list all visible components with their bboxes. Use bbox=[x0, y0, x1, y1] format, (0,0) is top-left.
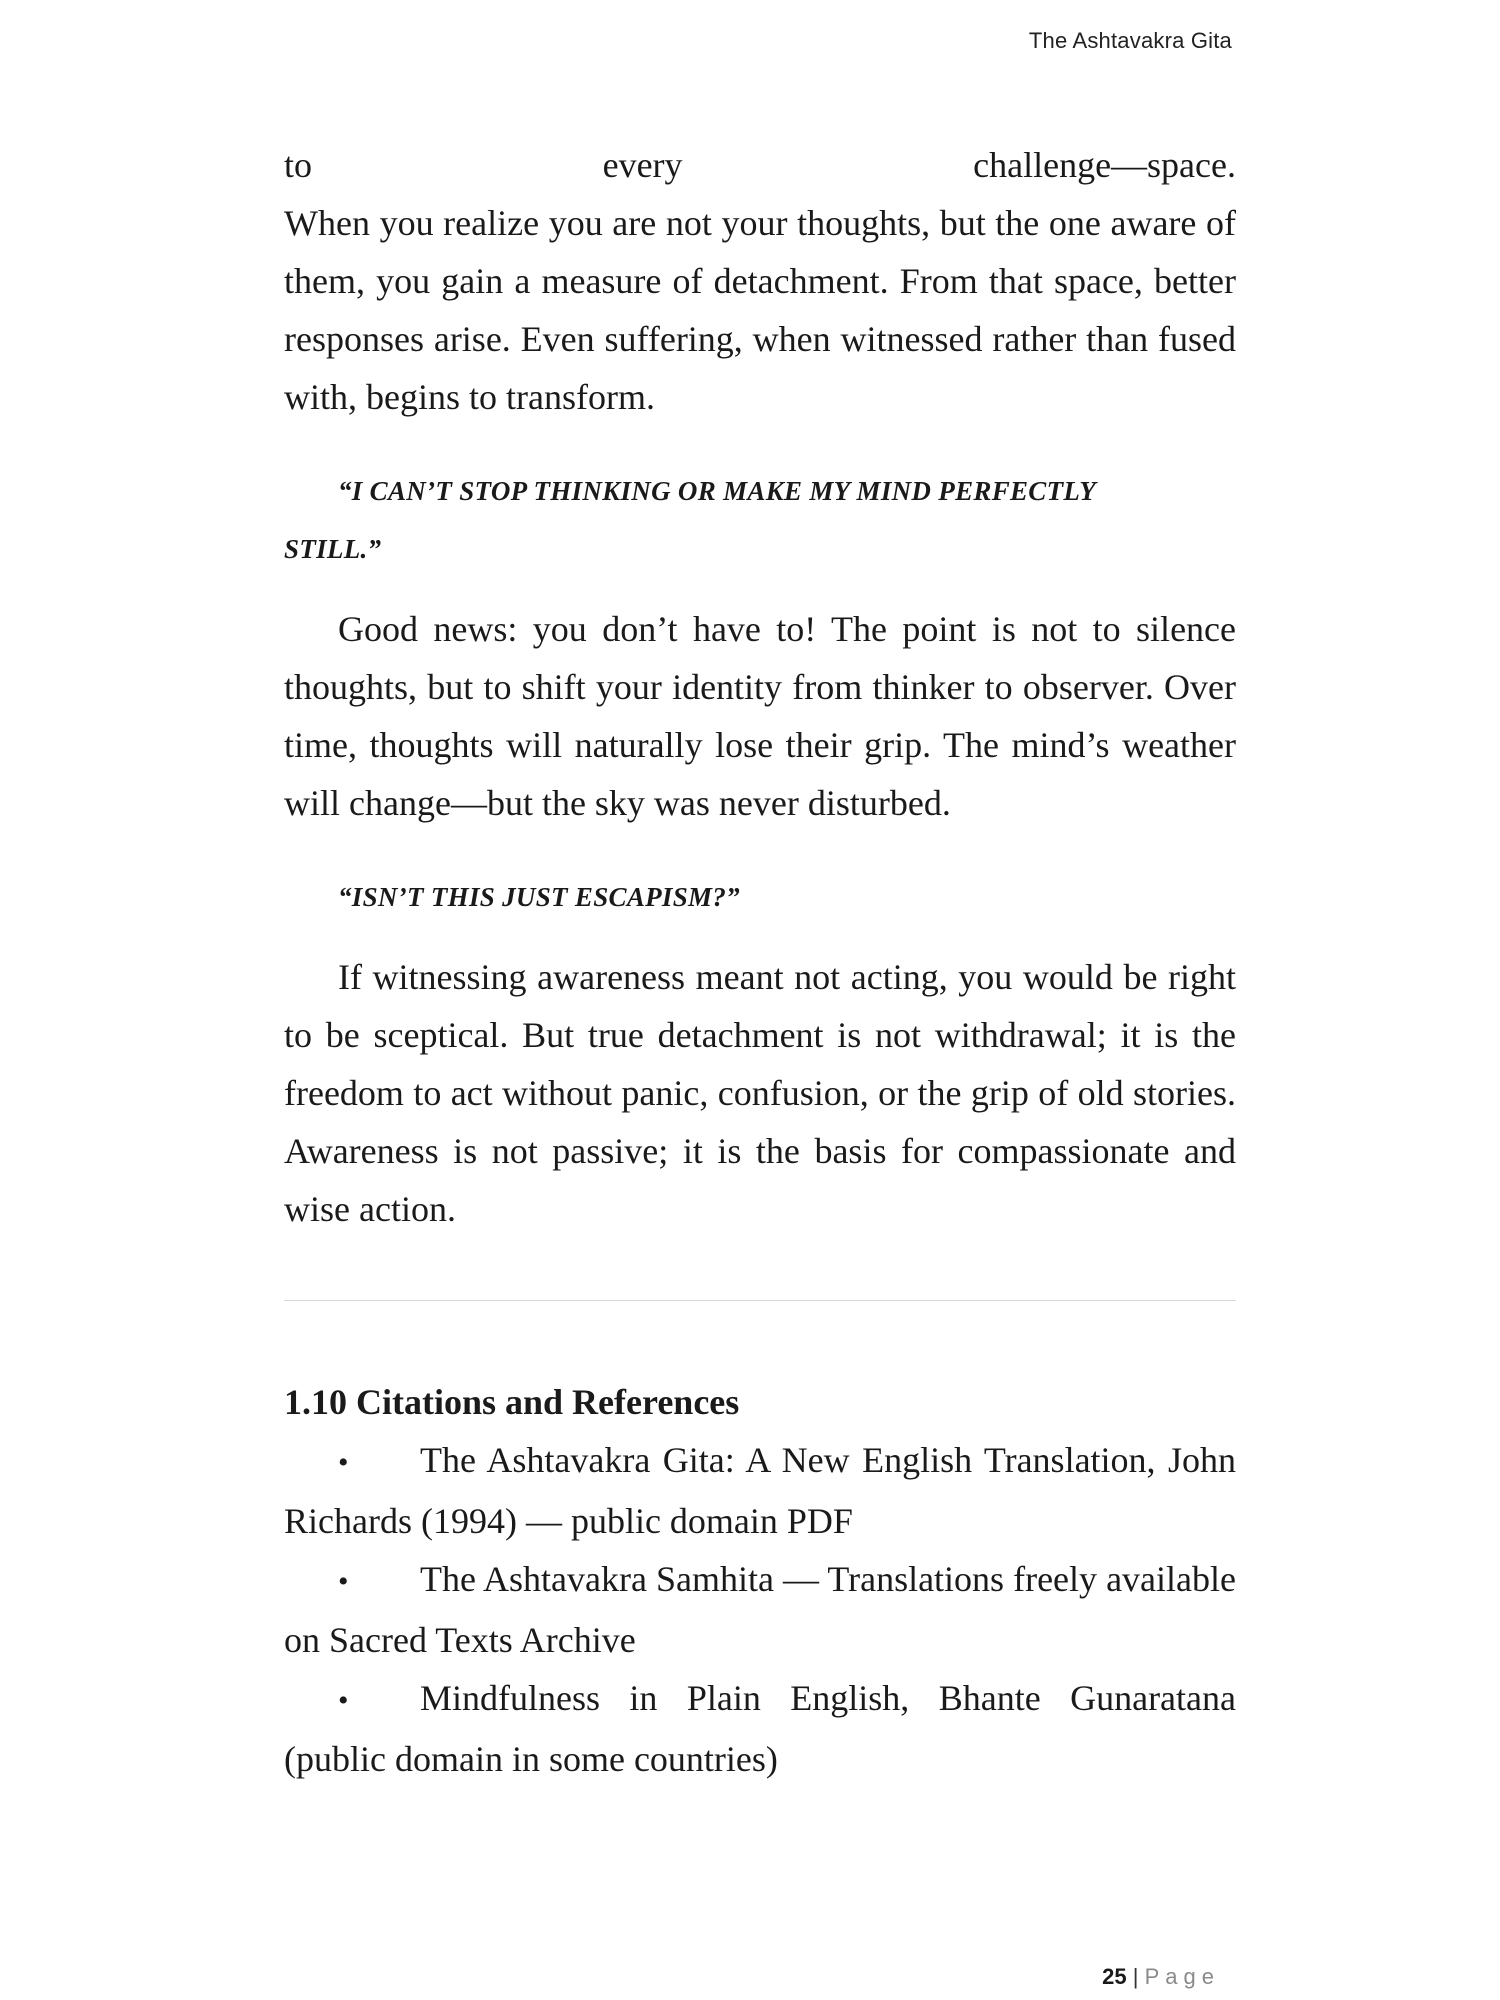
question-heading-2: “ISN’T THIS JUST ESCAPISM?” bbox=[338, 882, 740, 912]
page-number: 25 bbox=[1102, 1964, 1127, 1989]
paragraph-3: If witnessing awareness meant not acting, you would be right to be sceptical. But true detachment is not withdrawal; it is the freedom to act without panic, confusion, or the grip of old stories. Awareness is not passive; it is the basis for compassionate and wise action. bbox=[284, 957, 1236, 1229]
first-line-word: challenge—space. bbox=[973, 145, 1236, 185]
reference-item bbox=[284, 1431, 1236, 1550]
reference-text: The Ashtavakra Gita: A New English Translation, John Richards (1994) — public domain PDF bbox=[284, 1440, 1236, 1541]
first-line-word: to bbox=[284, 145, 313, 185]
reference-text: The Ashtavakra Samhita — Translations freely available on Sacred Texts Archive bbox=[284, 1559, 1236, 1660]
question-heading-1-line1: “I CAN’T STOP THINKING OR MAKE MY MIND PERFECTLY bbox=[338, 476, 1096, 506]
page-separator: | bbox=[1132, 1964, 1139, 1989]
bullet-icon: • bbox=[338, 1684, 349, 1717]
page-content bbox=[284, 136, 1236, 1788]
page-footer bbox=[1102, 1964, 1220, 1990]
question-heading-1 bbox=[284, 462, 1236, 578]
reference-text: Mindfulness in Plain English, Bhante Gunaratana (public domain in some countries) bbox=[284, 1678, 1236, 1779]
page-label: Page bbox=[1144, 1964, 1220, 1989]
section-title: 1.10 Citations and References bbox=[284, 1382, 740, 1422]
first-line-word: every bbox=[602, 145, 683, 185]
question-heading-1-line2: STILL.” bbox=[284, 534, 382, 564]
paragraph-1: When you realize you are not your thoughts, but the one aware of them, you gain a measure of detachment. From that space, better responses arise. Even suffering, when witnessed rather than fused with, begins to transform. bbox=[284, 203, 1236, 417]
reference-item bbox=[284, 1550, 1236, 1669]
first-line bbox=[284, 136, 1236, 194]
section-divider bbox=[284, 1300, 1236, 1301]
bullet-icon: • bbox=[338, 1565, 349, 1598]
reference-item bbox=[284, 1669, 1236, 1788]
paragraph-2: Good news: you don’t have to! The point is not to silence thoughts, but to shift your identity from thinker to observer. Over time, thoughts will naturally lose their grip. The mind’s weather will change—but the sky was never disturbed. bbox=[284, 609, 1236, 823]
bullet-icon: • bbox=[338, 1446, 349, 1479]
running-header: The Ashtavakra Gita bbox=[1028, 28, 1232, 53]
